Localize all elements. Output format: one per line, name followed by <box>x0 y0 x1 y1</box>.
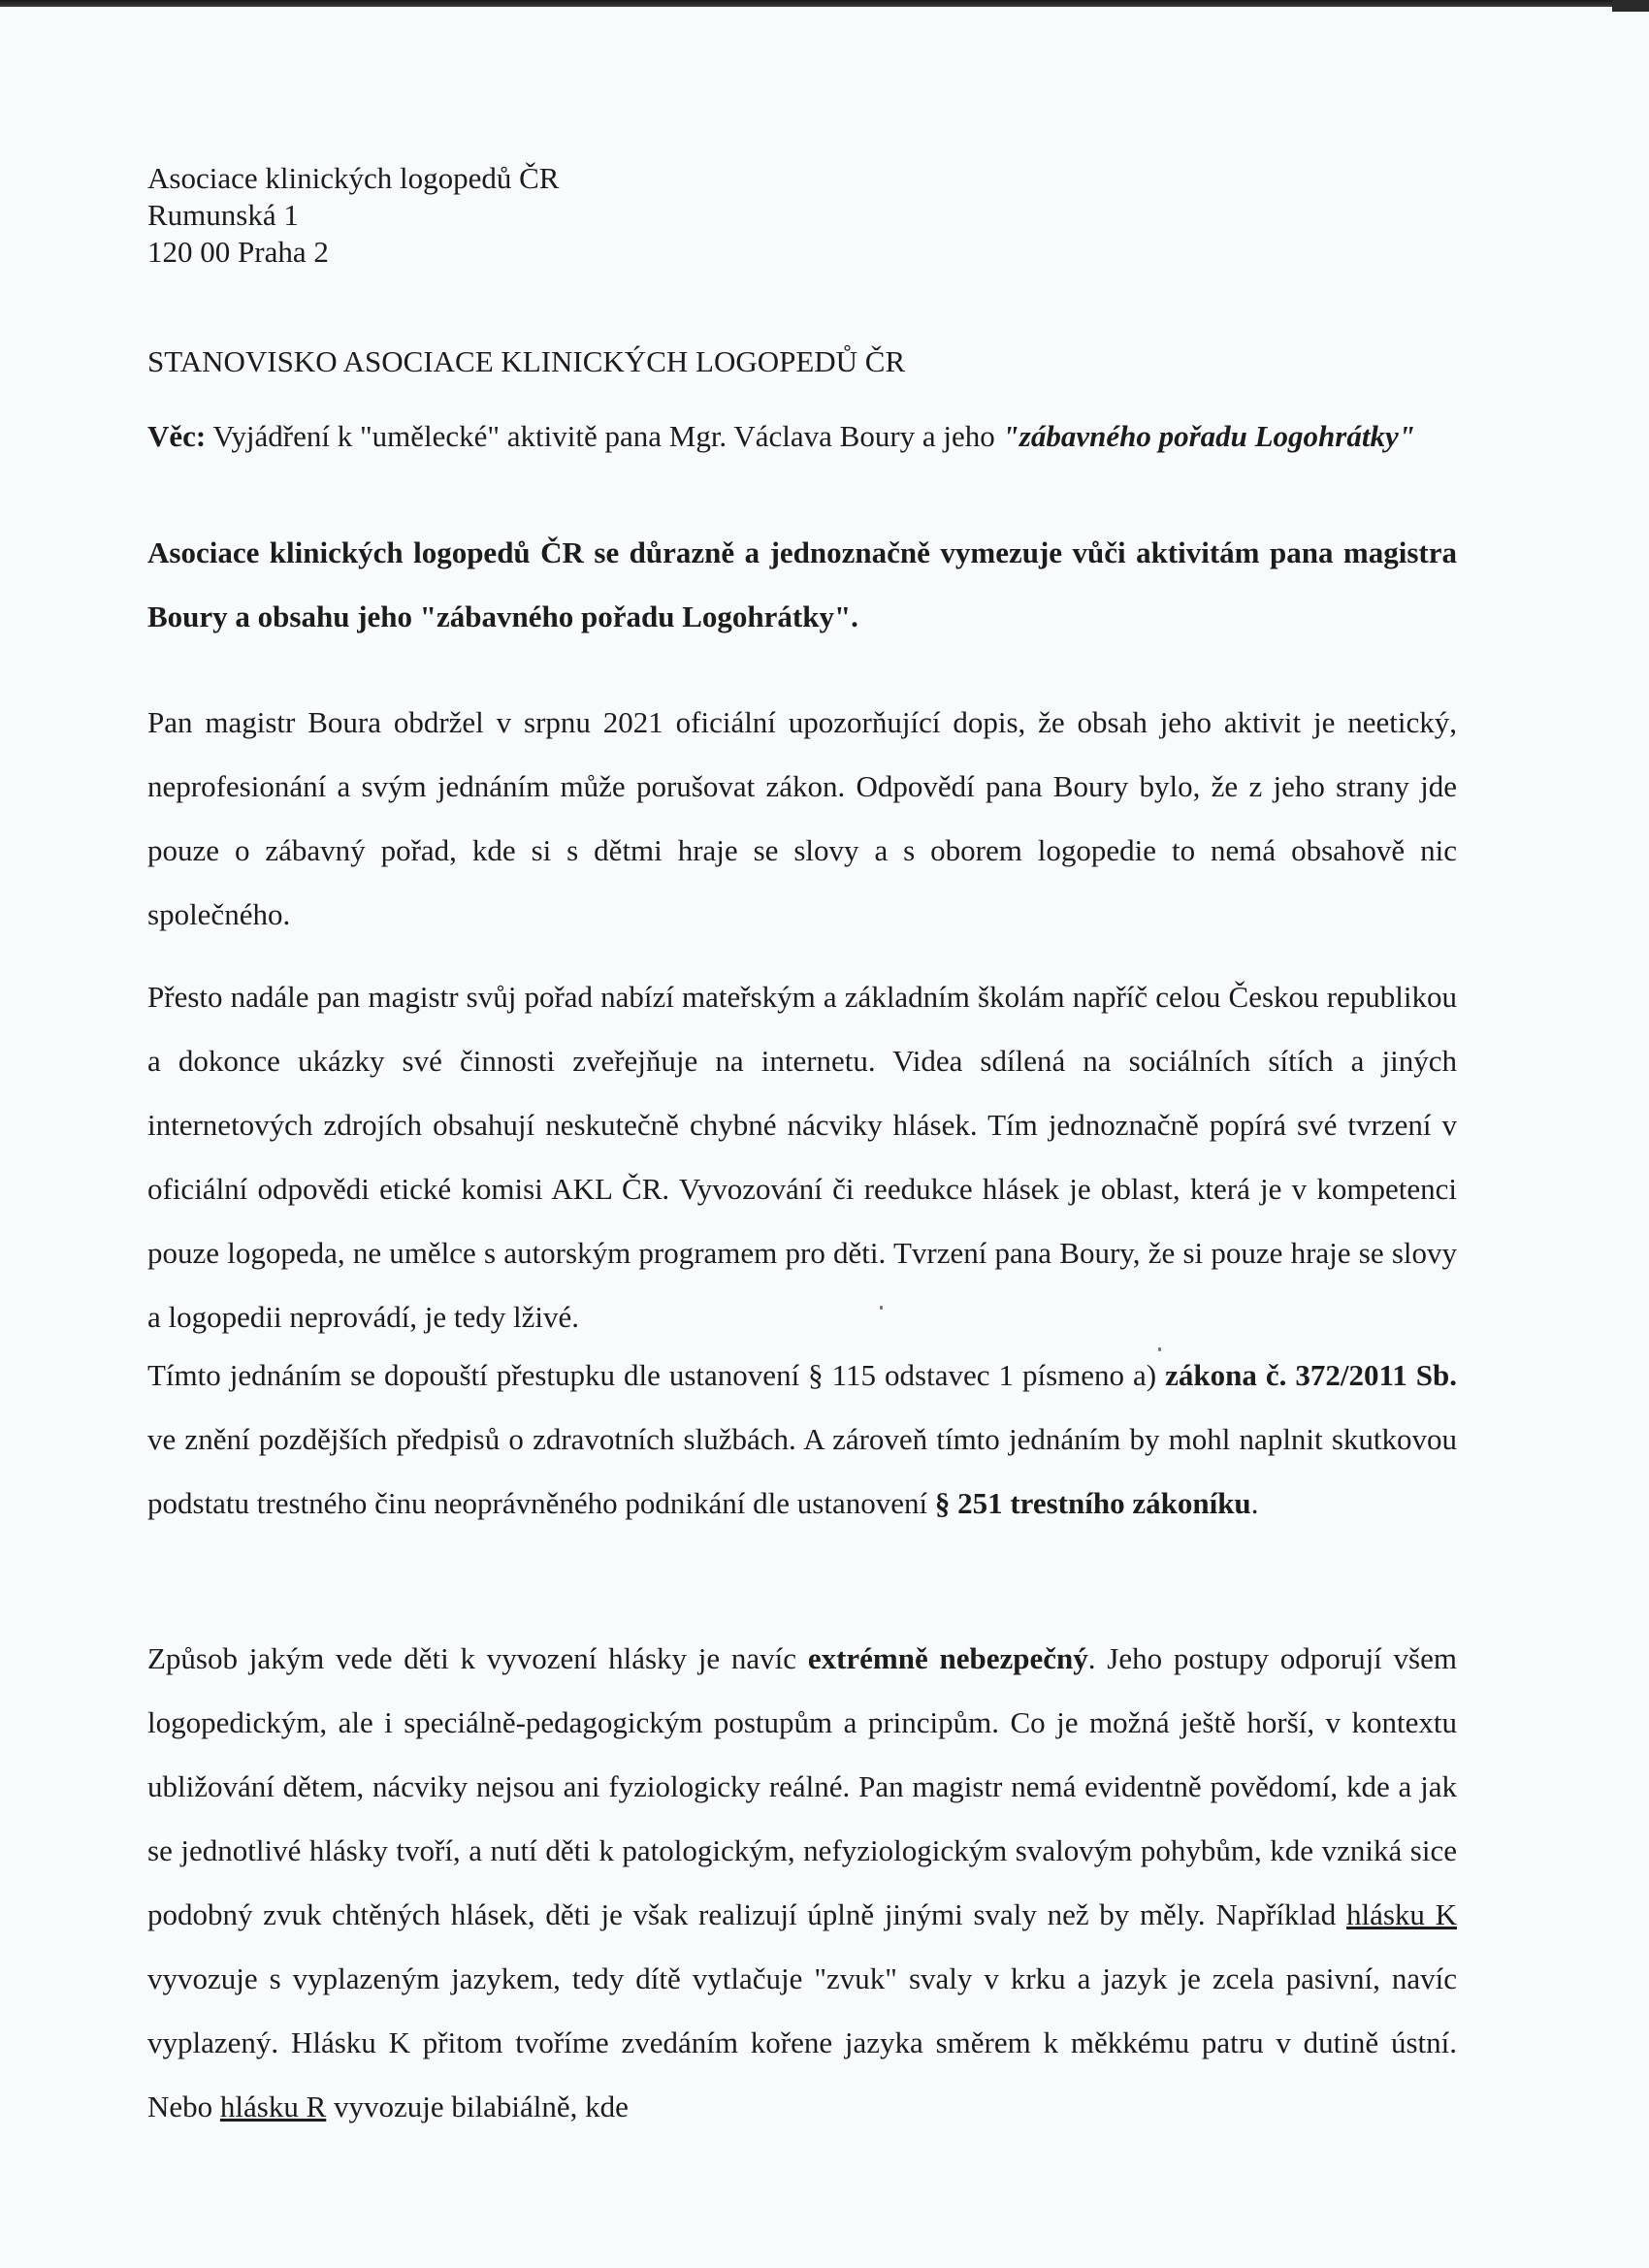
scan-border-corner <box>1612 0 1649 12</box>
methods-text-3: vyvozuje s vyplazeným jazykem, tedy dítě vytlačuje "zvuk" svaly v krku a jazyk je zcela pasivní, navíc vyplazený. Hlásku K přitom tvoříme zvedáním kořene jazyka směrem k měkkému patru v dutině ústní. Nebo <box>147 1961 1457 2123</box>
paragraph-warning-letter: Pan magistr Boura obdržel v srpnu 2021 oficiální upozorňující dopis, že obsah jeho aktivit je neetický, neprofesionání a svým jednáním může porušovat zákon. Odpovědí pana Boury bylo, že z jeho strany jde pouze o zábavný pořad, kde si s dětmi hraje se slovy a s oborem logopedie to nemá obsahově nic společného. <box>147 705 1457 931</box>
methods-text-4: vyvozuje bilabiálně, kde <box>326 2090 629 2123</box>
lead-statement: Asociace klinických logopedů ČR se důrazně a jednoznačně vymezuje vůči aktivitám pana magistra Boury a obsahu jeho "zábavného pořadu Logohrátky". <box>147 535 1457 633</box>
methods-text-1: Způsob jakým vede děti k vyvození hlásky je navíc <box>147 1641 808 1675</box>
scan-speck <box>880 1306 883 1310</box>
document-heading: STANOVISKO ASOCIACE KLINICKÝCH LOGOPEDŮ ČR <box>147 344 906 378</box>
subject-text: Vyjádření k "umělecké" aktivitě pana Mgr. Václava Boury a jeho <box>206 419 1003 453</box>
criminal-code-reference: § 251 trestního zákoníku <box>934 1486 1251 1520</box>
sender-city: 120 00 Praha 2 <box>147 235 329 269</box>
sender-address <box>147 160 559 271</box>
subject-label: Věc: <box>147 419 207 453</box>
scan-speck <box>1158 1347 1161 1351</box>
sender-organization: Asociace klinických logopedů ČR <box>147 161 560 195</box>
legal-text-3: . <box>1250 1486 1259 1520</box>
sound-k-link[interactable]: hlásku K <box>1345 1897 1457 1931</box>
legal-text-2: ve znění pozdějších předpisů o zdravotních službách. A zároveň tímto jednáním by mohl naplnit skutkovou podstatu trestného činu neoprávněného podnikání dle ustanovení <box>147 1422 1457 1520</box>
paragraph-legal-violation <box>147 1344 1457 1536</box>
law-reference: zákona č. 372/2011 Sb. <box>1165 1358 1457 1392</box>
danger-emphasis: extrémně nebezpečný <box>807 1641 1088 1675</box>
paragraph-dangerous-methods <box>147 1627 1457 2139</box>
paragraph-continued-activity: Přesto nadále pan magistr svůj pořad nabízí mateřským a základním školám napříč celou Českou republikou a dokonce ukázky své činnosti zveřejňuje na internetu. Videa sdílená na sociálních sítích a jiných internetových zdrojích obsahují neskutečně chybné nácviky hlásek. Tím jednoznačně popírá své tvrzení v oficiální odpovědi etické komisi AKL ČR. Vyvozování či reedukce hlásek je oblast, která je v kompetenci pouze logopeda, ne umělce s autorským programem pro děti. Tvrzení pana Boury, že si pouze hraje se slovy a logopedii neprovádí, je tedy lživé. <box>147 980 1457 1334</box>
scan-border-top <box>0 0 1649 7</box>
subject-emphasis: "zábavného pořadu Logohrátky" <box>1002 419 1415 453</box>
subject-line <box>147 415 1457 458</box>
sender-street: Rumunská 1 <box>147 198 299 232</box>
legal-text-1: Tímto jednáním se dopouští přestupku dle ustanovení § 115 odstavec 1 písmeno a) <box>147 1358 1166 1392</box>
sound-r-link[interactable]: hlásku R <box>219 2090 327 2123</box>
methods-text-2: . Jeho postupy odporují všem logopedickým, ale i speciálně-pedagogickým postupům a principům. Co je možná ještě horší, v kontextu ubližování dětem, nácviky nejsou ani fyziologicky reálné. Pan magistr nemá evidentně povědomí, kde a jak se jednotlivé hlásky tvoří, a nutí děti k patologickým, nefyziologickým svalovým pohybům, kde vzniká sice podobný zvuk chtěných hlásek, děti je však realizují úplně jinými svaly než by měly. Například <box>147 1641 1457 1931</box>
